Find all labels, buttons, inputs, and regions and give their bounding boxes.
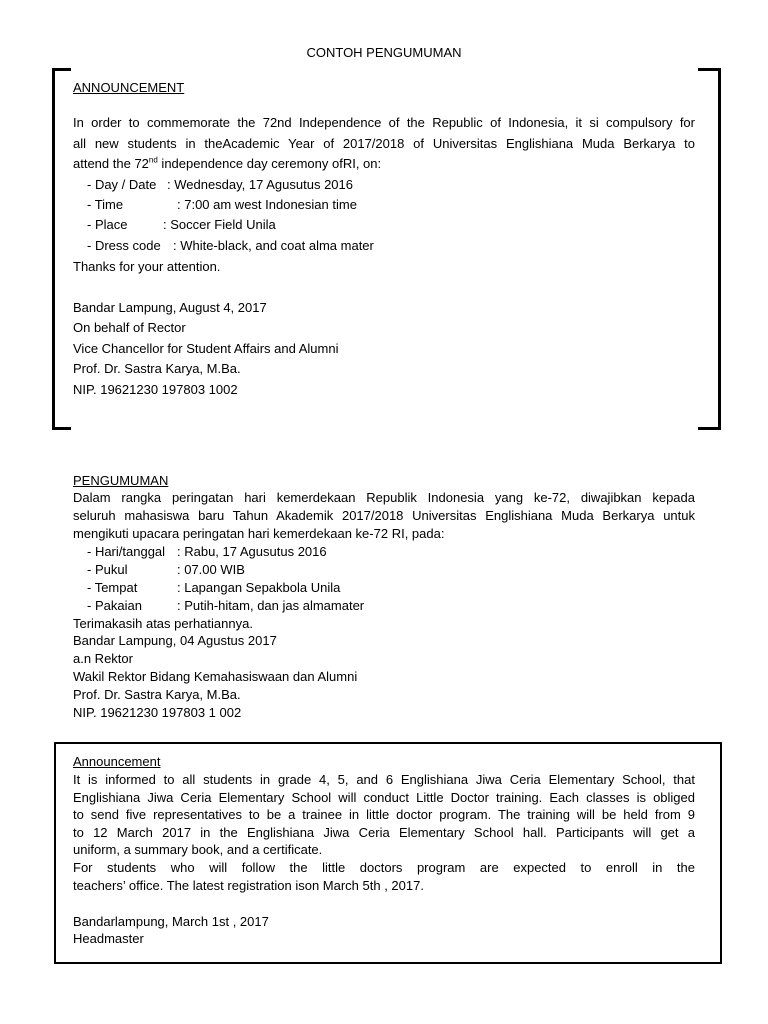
- closing-line: Terimakasih atas perhatiannya.: [73, 616, 253, 631]
- detail-value: : Lapangan Sepakbola Unila: [177, 580, 341, 595]
- body-line: all new students in theAcademic Year of 2017/2018 of Universitas Englishiana Muda Berkarya to: [73, 136, 695, 151]
- announcement-heading: Announcement: [73, 754, 161, 769]
- detail-key: - Time: [87, 197, 124, 212]
- body-line: It is informed to all students in grade 4, 5, and 6 Englishiana Jiwa Ceria Elementary School, that: [73, 772, 695, 787]
- signer-nip: NIP. 19621230 197803 1002: [73, 382, 238, 397]
- ordinal-suffix: nd: [148, 155, 158, 165]
- detail-value: : White-black, and coat alma mater: [173, 238, 374, 253]
- detail-key: - Dress code: [87, 238, 161, 253]
- place-date: Bandarlampung, March 1st , 2017: [73, 914, 269, 929]
- left-bracket: [52, 68, 71, 430]
- body-line: to 12 March 2017 in the Englishiana Jiwa Ceria Elementary School hall. Participants will get a: [73, 825, 695, 840]
- detail-item: [87, 579, 340, 597]
- body-line: For students who will follow the little doctors program are expected to enroll in the: [73, 860, 695, 875]
- place-date: Bandar Lampung, 04 Agustus 2017: [73, 633, 277, 648]
- document-title: CONTOH PENGUMUMAN: [306, 45, 462, 60]
- body-text: independence day ceremony ofRI, on:: [157, 156, 382, 171]
- place-date: Bandar Lampung, August 4, 2017: [73, 300, 267, 315]
- detail-item: [87, 237, 374, 255]
- detail-value: : Rabu, 17 Agusutus 2016: [177, 544, 327, 559]
- detail-key: - Day / Date: [87, 177, 157, 192]
- detail-value: : Putih-hitam, dan jas almamater: [177, 598, 365, 613]
- detail-item: [87, 543, 327, 561]
- announcement-heading: PENGUMUMAN: [73, 473, 169, 488]
- detail-value: : 7:00 am west Indonesian time: [177, 197, 357, 212]
- detail-item: [87, 561, 245, 579]
- body-line: In order to commemorate the 72nd Independence of the Republic of Indonesia, it si compulsory for: [73, 115, 695, 130]
- detail-key: - Place: [87, 217, 128, 232]
- detail-value: : Wednesday, 17 Agusutus 2016: [167, 177, 353, 192]
- signer-name: Prof. Dr. Sastra Karya, M.Ba.: [73, 361, 241, 376]
- body-line: uniform, a summary book, and a certificate.: [73, 842, 323, 857]
- announcement-heading: ANNOUNCEMENT: [73, 80, 185, 95]
- signer-position: Vice Chancellor for Student Affairs and Alumni: [73, 341, 339, 356]
- signer-name: Prof. Dr. Sastra Karya, M.Ba.: [73, 687, 241, 702]
- detail-item: [87, 597, 364, 615]
- right-bracket: [698, 68, 721, 430]
- behalf-line: a.n Rektor: [73, 651, 133, 666]
- detail-item: [87, 196, 357, 214]
- body-line: Englishiana Jiwa Ceria Elementary School will conduct Little Doctor training. Each classes is obliged: [73, 790, 695, 805]
- behalf-line: On behalf of Rector: [73, 320, 186, 335]
- body-line: seluruh mahasiswa baru Tahun Akademik 2017/2018 Universitas Englishiana Muda Berkarya untuk: [73, 508, 695, 523]
- signer-nip: NIP. 19621230 197803 1 002: [73, 705, 242, 720]
- detail-key: - Tempat: [87, 580, 138, 595]
- body-line: mengikuti upacara peringatan hari kemerdekaan ke-72 RI, pada:: [73, 526, 445, 541]
- detail-key: - Pukul: [87, 562, 128, 577]
- body-line: teachers’ office. The latest registration ison March 5th , 2017.: [73, 878, 424, 893]
- detail-item: [87, 216, 276, 234]
- detail-item: [87, 176, 353, 194]
- closing-line: Thanks for your attention.: [73, 259, 221, 274]
- body-line: to send five representatives to be a trainee in little doctor program. The training will be held from 9: [73, 807, 695, 822]
- detail-key: - Pakaian: [87, 598, 142, 613]
- body-line: [73, 155, 381, 173]
- signer-title: Headmaster: [73, 931, 144, 946]
- signer-position: Wakil Rektor Bidang Kemahasiswaan dan Alumni: [73, 669, 358, 684]
- detail-key: - Hari/tanggal: [87, 544, 166, 559]
- body-line: Dalam rangka peringatan hari kemerdekaan Republik Indonesia yang ke-72, diwajibkan kepada: [73, 490, 695, 505]
- body-text: attend the 72: [73, 156, 149, 171]
- detail-value: : 07.00 WIB: [177, 562, 245, 577]
- detail-value: : Soccer Field Unila: [163, 217, 276, 232]
